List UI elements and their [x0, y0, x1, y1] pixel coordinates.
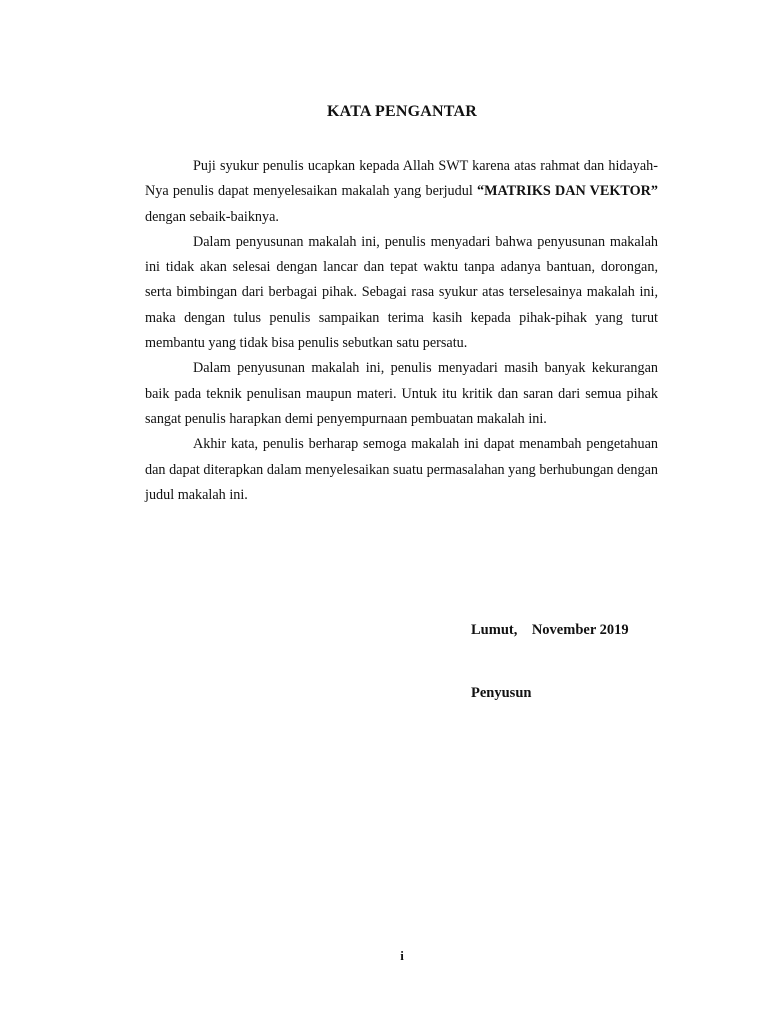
paragraph-1-text-start: Puji syukur penulis ucapkan kepada Allah SWT karena atas rahmat dan hidayah-Nya penulis dapat menyelesaikan makalah yang berjudul [145, 158, 658, 200]
paragraph-1 [145, 154, 658, 230]
signature-role: Penyusun [471, 685, 532, 701]
page-title: KATA PENGANTAR [327, 103, 477, 120]
signature-place-date: Lumut, November 2019 [471, 622, 629, 638]
paragraph-3: Dalam penyusunan makalah ini, penulis menyadari masih banyak kekurangan baik pada teknik penulisan maupun materi. Untuk itu kritik dan saran dari semua pihak sangat penulis harapkan demi penyempurnaan pembuatan makalah ini. [145, 360, 658, 427]
body-text [145, 154, 658, 508]
paragraph-4: Akhir kata, penulis berharap semoga makalah ini dapat menambah pengetahuan dan dapat diterapkan dalam menyelesaikan suatu permasalahan yang berhubungan dengan judul makalah ini. [145, 436, 658, 503]
paragraph-1-text-end: dengan sebaik-baiknya. [145, 208, 279, 225]
page-number: i [400, 948, 404, 963]
paragraph-2: Dalam penyusunan makalah ini, penulis menyadari bahwa penyusunan makalah ini tidak akan selesai dengan lancar dan tepat waktu tanpa adanya bantuan, dorongan, serta bimbingan dari berbagai pihak. Sebagai rasa syukur atas terselesainya makalah ini, maka dengan tulus penulis sampaikan terima kasih kepada pihak-pihak yang turut membantu yang tidak bisa penulis sebutkan satu persatu. [145, 233, 658, 352]
paper-title-emphasis: “MATRIKS DAN VEKTOR” [476, 183, 659, 200]
